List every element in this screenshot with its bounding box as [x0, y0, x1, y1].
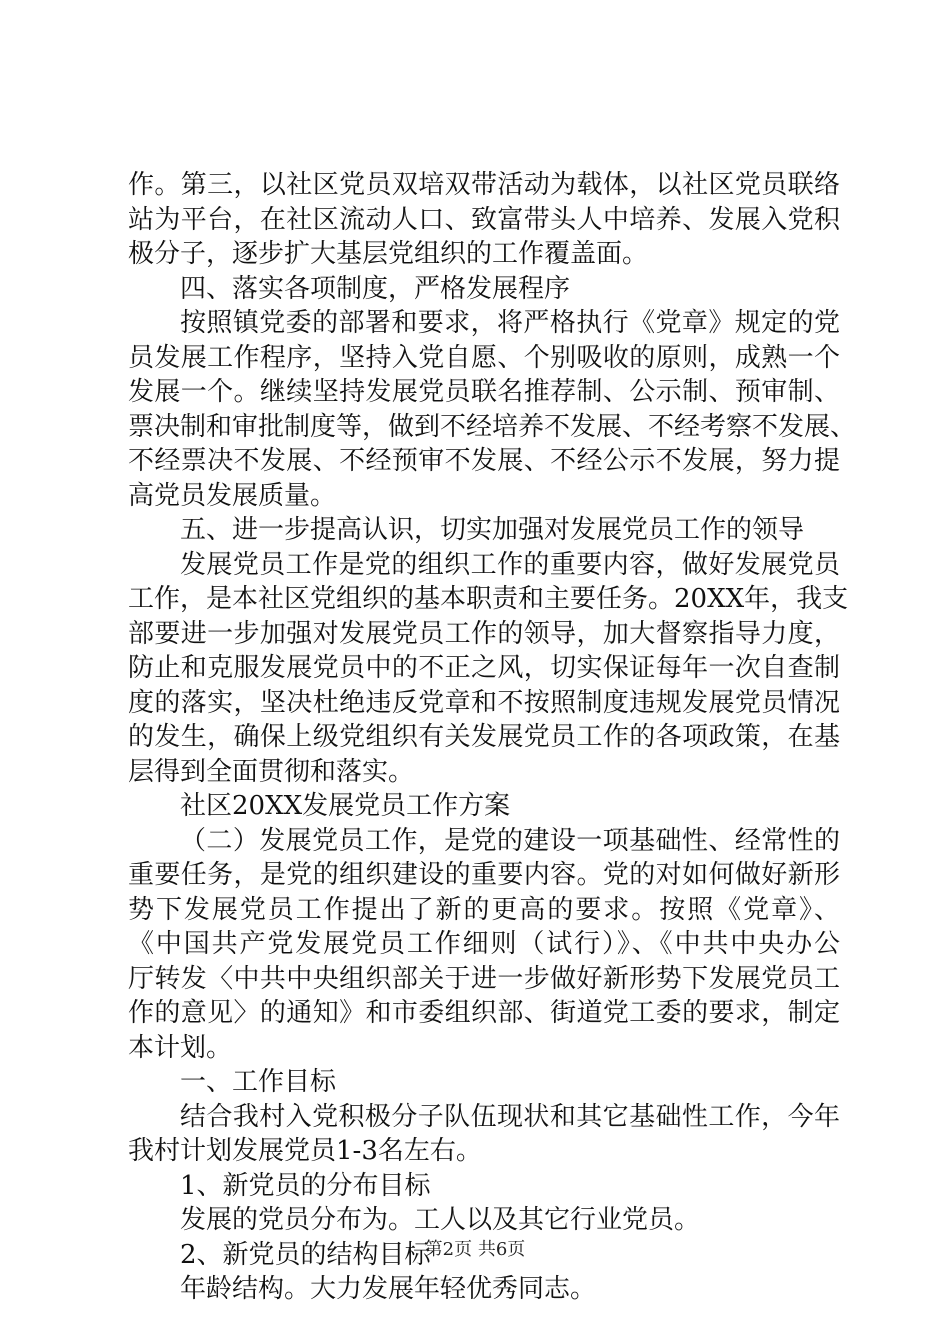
- text-line: 作的意见〉的通知》和市委组织部、街道党工委的要求，制定: [128, 998, 840, 1028]
- text-line: 作。第三，以社区党员双培双带活动为载体，以社区党员联络: [128, 170, 840, 200]
- page-number: 第2页 共6页: [424, 1239, 526, 1260]
- text-line: 度的落实，坚决杜绝违反党章和不按照制度违规发展党员情况: [128, 687, 840, 718]
- text-line: 的发生，确保上级党组织有关发展党员工作的各项政策，在基: [128, 722, 840, 752]
- text-line: 年龄结构。大力发展年轻优秀同志。: [180, 1274, 597, 1304]
- text-line: 势下发展党员工作提出了新的更高的要求。按照《党章》、: [128, 894, 840, 925]
- text-line: 站为平台，在社区流动人口、致富带头人中培养、发展入党积: [128, 204, 840, 235]
- text-line: 不经票决不发展、不经预审不发展、不经公示不发展，努力提: [128, 446, 840, 476]
- text-line: 《中国共产党发展党员工作细则（试行）》、《中共中央办公: [128, 929, 840, 959]
- text-line: 按照镇党委的部署和要求，将严格执行《党章》规定的党: [180, 308, 840, 338]
- text-line: 发展党员工作是党的组织工作的重要内容，做好发展党员: [180, 549, 840, 580]
- text-line: 部要进一步加强对发展党员工作的领导，加大督察指导力度，: [128, 618, 840, 649]
- text-line: 工作，是本社区党组织的基本职责和主要任务。20XX年，我支: [128, 584, 849, 614]
- text-line: 防止和克服发展党员中的不正之风，切实保证每年一次自查制: [128, 653, 840, 683]
- text-line: 2、新党员的结构目标: [180, 1239, 431, 1270]
- text-line: 发展的党员分布为。工人以及其它行业党员。: [180, 1205, 701, 1235]
- text-line: 发展一个。继续坚持发展党员联名推荐制、公示制、预审制、: [128, 377, 840, 407]
- document-body: [128, 168, 857, 1307]
- text-line: 结合我村入党积极分子队伍现状和其它基础性工作，今年: [180, 1101, 840, 1132]
- text-line: 重要任务，是党的组织建设的重要内容。党的对如何做好新形: [128, 860, 840, 890]
- text-line: 票决制和审批制度等，做到不经培养不发展、不经考察不发展、: [128, 411, 857, 442]
- text-line: 社区20XX发展党员工作方案: [180, 791, 511, 821]
- text-line: 一、工作目标: [180, 1067, 337, 1097]
- text-line: 1、新党员的分布目标: [180, 1170, 431, 1201]
- text-line: 五、进一步提高认识，切实加强对发展党员工作的领导: [180, 515, 805, 545]
- text-line: 厅转发〈中共中央组织部关于进一步做好新形势下发展党员工: [128, 963, 840, 994]
- text-line: 员发展工作程序，坚持入党自愿、个别吸收的原则，成熟一个: [128, 342, 840, 373]
- text-line: 本计划。: [128, 1032, 233, 1063]
- text-line: 高党员发展质量。: [128, 480, 337, 511]
- text-line: 我村计划发展党员1-3名左右。: [128, 1136, 482, 1166]
- text-line: 层得到全面贯彻和落实。: [128, 756, 415, 787]
- text-line: 四、落实各项制度，严格发展程序: [180, 273, 571, 304]
- text-line: （二）发展党员工作，是党的建设一项基础性、经常性的: [180, 825, 840, 856]
- text-line: 极分子，逐步扩大基层党组织的工作覆盖面。: [128, 239, 649, 269]
